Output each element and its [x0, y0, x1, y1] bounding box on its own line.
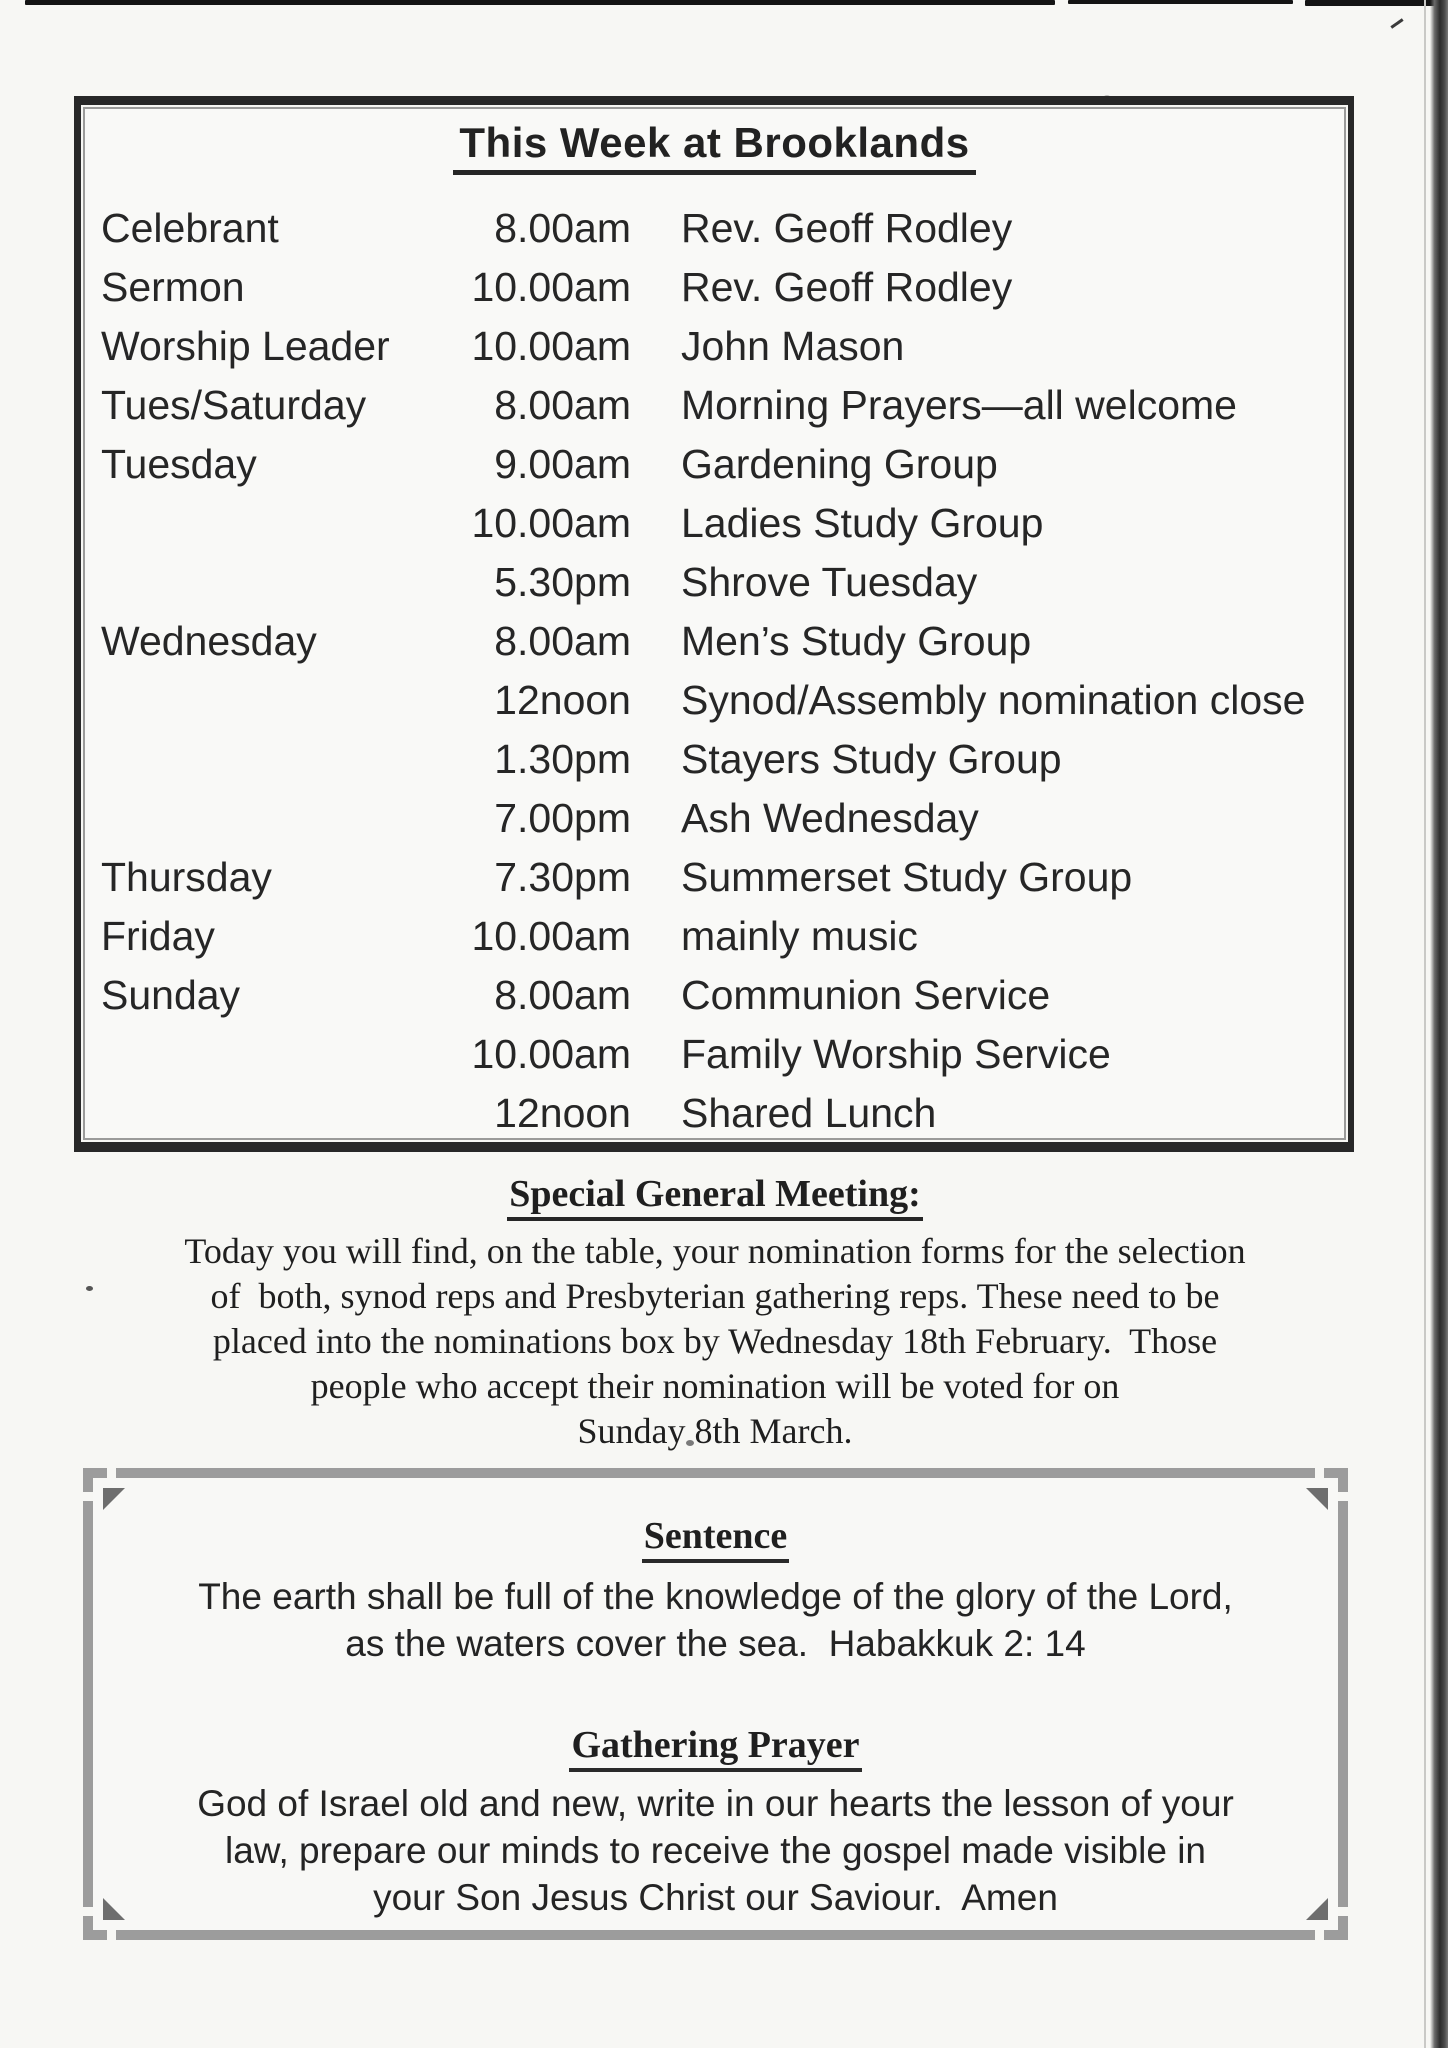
page-edge-mark — [1305, 0, 1448, 6]
table-row — [81, 435, 1348, 494]
sentence-text-line: as the waters cover the sea. Habakkuk 2: 14 — [345, 1623, 1086, 1664]
weekly-schedule-box — [74, 96, 1354, 1152]
sgm-text-line: placed into the nominations box by Wednesday 18th February. Those — [212, 1321, 1218, 1361]
table-row — [81, 317, 1348, 376]
row-time: 7.00pm — [494, 795, 631, 841]
border-notch — [1338, 1907, 1348, 1916]
table-row — [81, 966, 1348, 1025]
row-time: 5.30pm — [494, 559, 631, 605]
prayer-box-content — [93, 1478, 1338, 1921]
border-notch — [83, 1907, 93, 1916]
row-time: 1.30pm — [494, 736, 631, 782]
row-day-label: Tuesday — [101, 441, 257, 487]
gathering-prayer-heading: Gathering Prayer — [569, 1723, 861, 1772]
row-time: 10.00am — [471, 500, 631, 546]
special-general-meeting-section — [80, 1172, 1350, 1454]
table-row — [81, 1025, 1348, 1084]
row-event: Rev. Geoff Rodley — [681, 264, 1013, 310]
row-time: 10.00am — [471, 1031, 631, 1077]
gathering-prayer-heading-row — [93, 1723, 1338, 1772]
row-event: Morning Prayers—all welcome — [681, 382, 1237, 428]
sgm-text-line: people who accept their nomination will be voted for on — [310, 1366, 1120, 1406]
gathering-prayer-body — [93, 1780, 1338, 1921]
row-event: Synod/Assembly nomination close — [681, 677, 1306, 723]
row-time: 12noon — [494, 677, 631, 723]
row-event: Stayers Study Group — [681, 736, 1062, 782]
prayer-text-line: God of Israel old and new, write in our hearts the lesson of your — [197, 1783, 1234, 1824]
sgm-text-line: Sunday 8th March. — [577, 1411, 853, 1451]
row-day-label: Celebrant — [101, 205, 279, 251]
row-event: Family Worship Service — [681, 1031, 1111, 1077]
row-day-label: Thursday — [101, 854, 272, 900]
border-notch — [107, 1468, 116, 1478]
sentence-heading: Sentence — [642, 1514, 790, 1563]
border-notch — [107, 1930, 116, 1940]
row-time: 10.00am — [471, 323, 631, 369]
row-event: John Mason — [681, 323, 905, 369]
table-row — [81, 1084, 1348, 1143]
table-row — [81, 494, 1348, 553]
corner-triangle-icon — [103, 1898, 125, 1920]
row-event: Rev. Geoff Rodley — [681, 205, 1013, 251]
row-time: 8.00am — [494, 618, 631, 664]
row-event: Men’s Study Group — [681, 618, 1032, 664]
row-event: Summerset Study Group — [681, 854, 1133, 900]
row-day-label: Wednesday — [101, 618, 317, 664]
table-row — [81, 376, 1348, 435]
row-time: 10.00am — [471, 913, 631, 959]
sgm-heading: Special General Meeting: — [507, 1172, 923, 1221]
row-event: Shrove Tuesday — [681, 559, 978, 605]
table-row — [81, 612, 1348, 671]
corner-triangle-icon — [1306, 1898, 1328, 1920]
sgm-text-line: of both, synod reps and Presbyterian gathering reps. These need to be — [210, 1276, 1220, 1316]
schedule-title-row — [81, 119, 1348, 175]
row-event: Shared Lunch — [681, 1090, 937, 1136]
row-event: Communion Service — [681, 972, 1051, 1018]
row-day-label: Tues/Saturday — [101, 382, 367, 428]
row-day-label: Worship Leader — [101, 323, 390, 369]
table-row — [81, 671, 1348, 730]
table-row — [81, 199, 1348, 258]
prayer-text-line: law, prepare our minds to receive the gospel made visible in — [224, 1830, 1207, 1871]
row-event: Gardening Group — [681, 441, 998, 487]
border-notch — [1338, 1492, 1348, 1501]
row-day-label: Sunday — [101, 972, 241, 1018]
sentence-prayer-box — [83, 1468, 1348, 1940]
pen-tick-mark — [1390, 18, 1403, 28]
prayer-text-line: your Son Jesus Christ our Saviour. Amen — [373, 1877, 1058, 1918]
table-row — [81, 553, 1348, 612]
row-event: mainly music — [681, 913, 918, 959]
corner-triangle-icon — [103, 1488, 125, 1510]
table-row — [81, 258, 1348, 317]
sgm-heading-row — [80, 1172, 1350, 1229]
page-edge-mark — [25, 0, 1055, 5]
border-notch — [1315, 1930, 1324, 1940]
row-event: Ladies Study Group — [681, 500, 1044, 546]
book-spine-shadow — [1430, 0, 1448, 2048]
sentence-text-line: The earth shall be full of the knowledge of the glory of the Lord, — [198, 1576, 1233, 1617]
page-fold-line — [1424, 0, 1426, 2048]
border-notch — [83, 1492, 93, 1501]
sentence-body — [93, 1573, 1338, 1667]
row-time: 12noon — [494, 1090, 631, 1136]
table-row — [81, 907, 1348, 966]
schedule-title: This Week at Brooklands — [453, 119, 975, 175]
sgm-text-line: Today you will find, on the table, your nomination forms for the selection — [184, 1231, 1246, 1271]
sgm-body — [80, 1229, 1350, 1454]
border-notch — [1315, 1468, 1324, 1478]
row-time: 8.00am — [494, 972, 631, 1018]
row-time: 8.00am — [494, 205, 631, 251]
table-row — [81, 789, 1348, 848]
row-time: 7.30pm — [494, 854, 631, 900]
corner-triangle-icon — [1306, 1488, 1328, 1510]
page-edge-mark — [1068, 0, 1293, 4]
schedule-rows — [81, 199, 1348, 1143]
row-time: 8.00am — [494, 382, 631, 428]
row-time: 9.00am — [494, 441, 631, 487]
row-day-label: Friday — [101, 913, 215, 959]
table-row — [81, 848, 1348, 907]
table-row — [81, 730, 1348, 789]
row-event: Ash Wednesday — [681, 795, 979, 841]
row-day-label: Sermon — [101, 264, 245, 310]
sentence-heading-row — [93, 1514, 1338, 1563]
row-time: 10.00am — [471, 264, 631, 310]
